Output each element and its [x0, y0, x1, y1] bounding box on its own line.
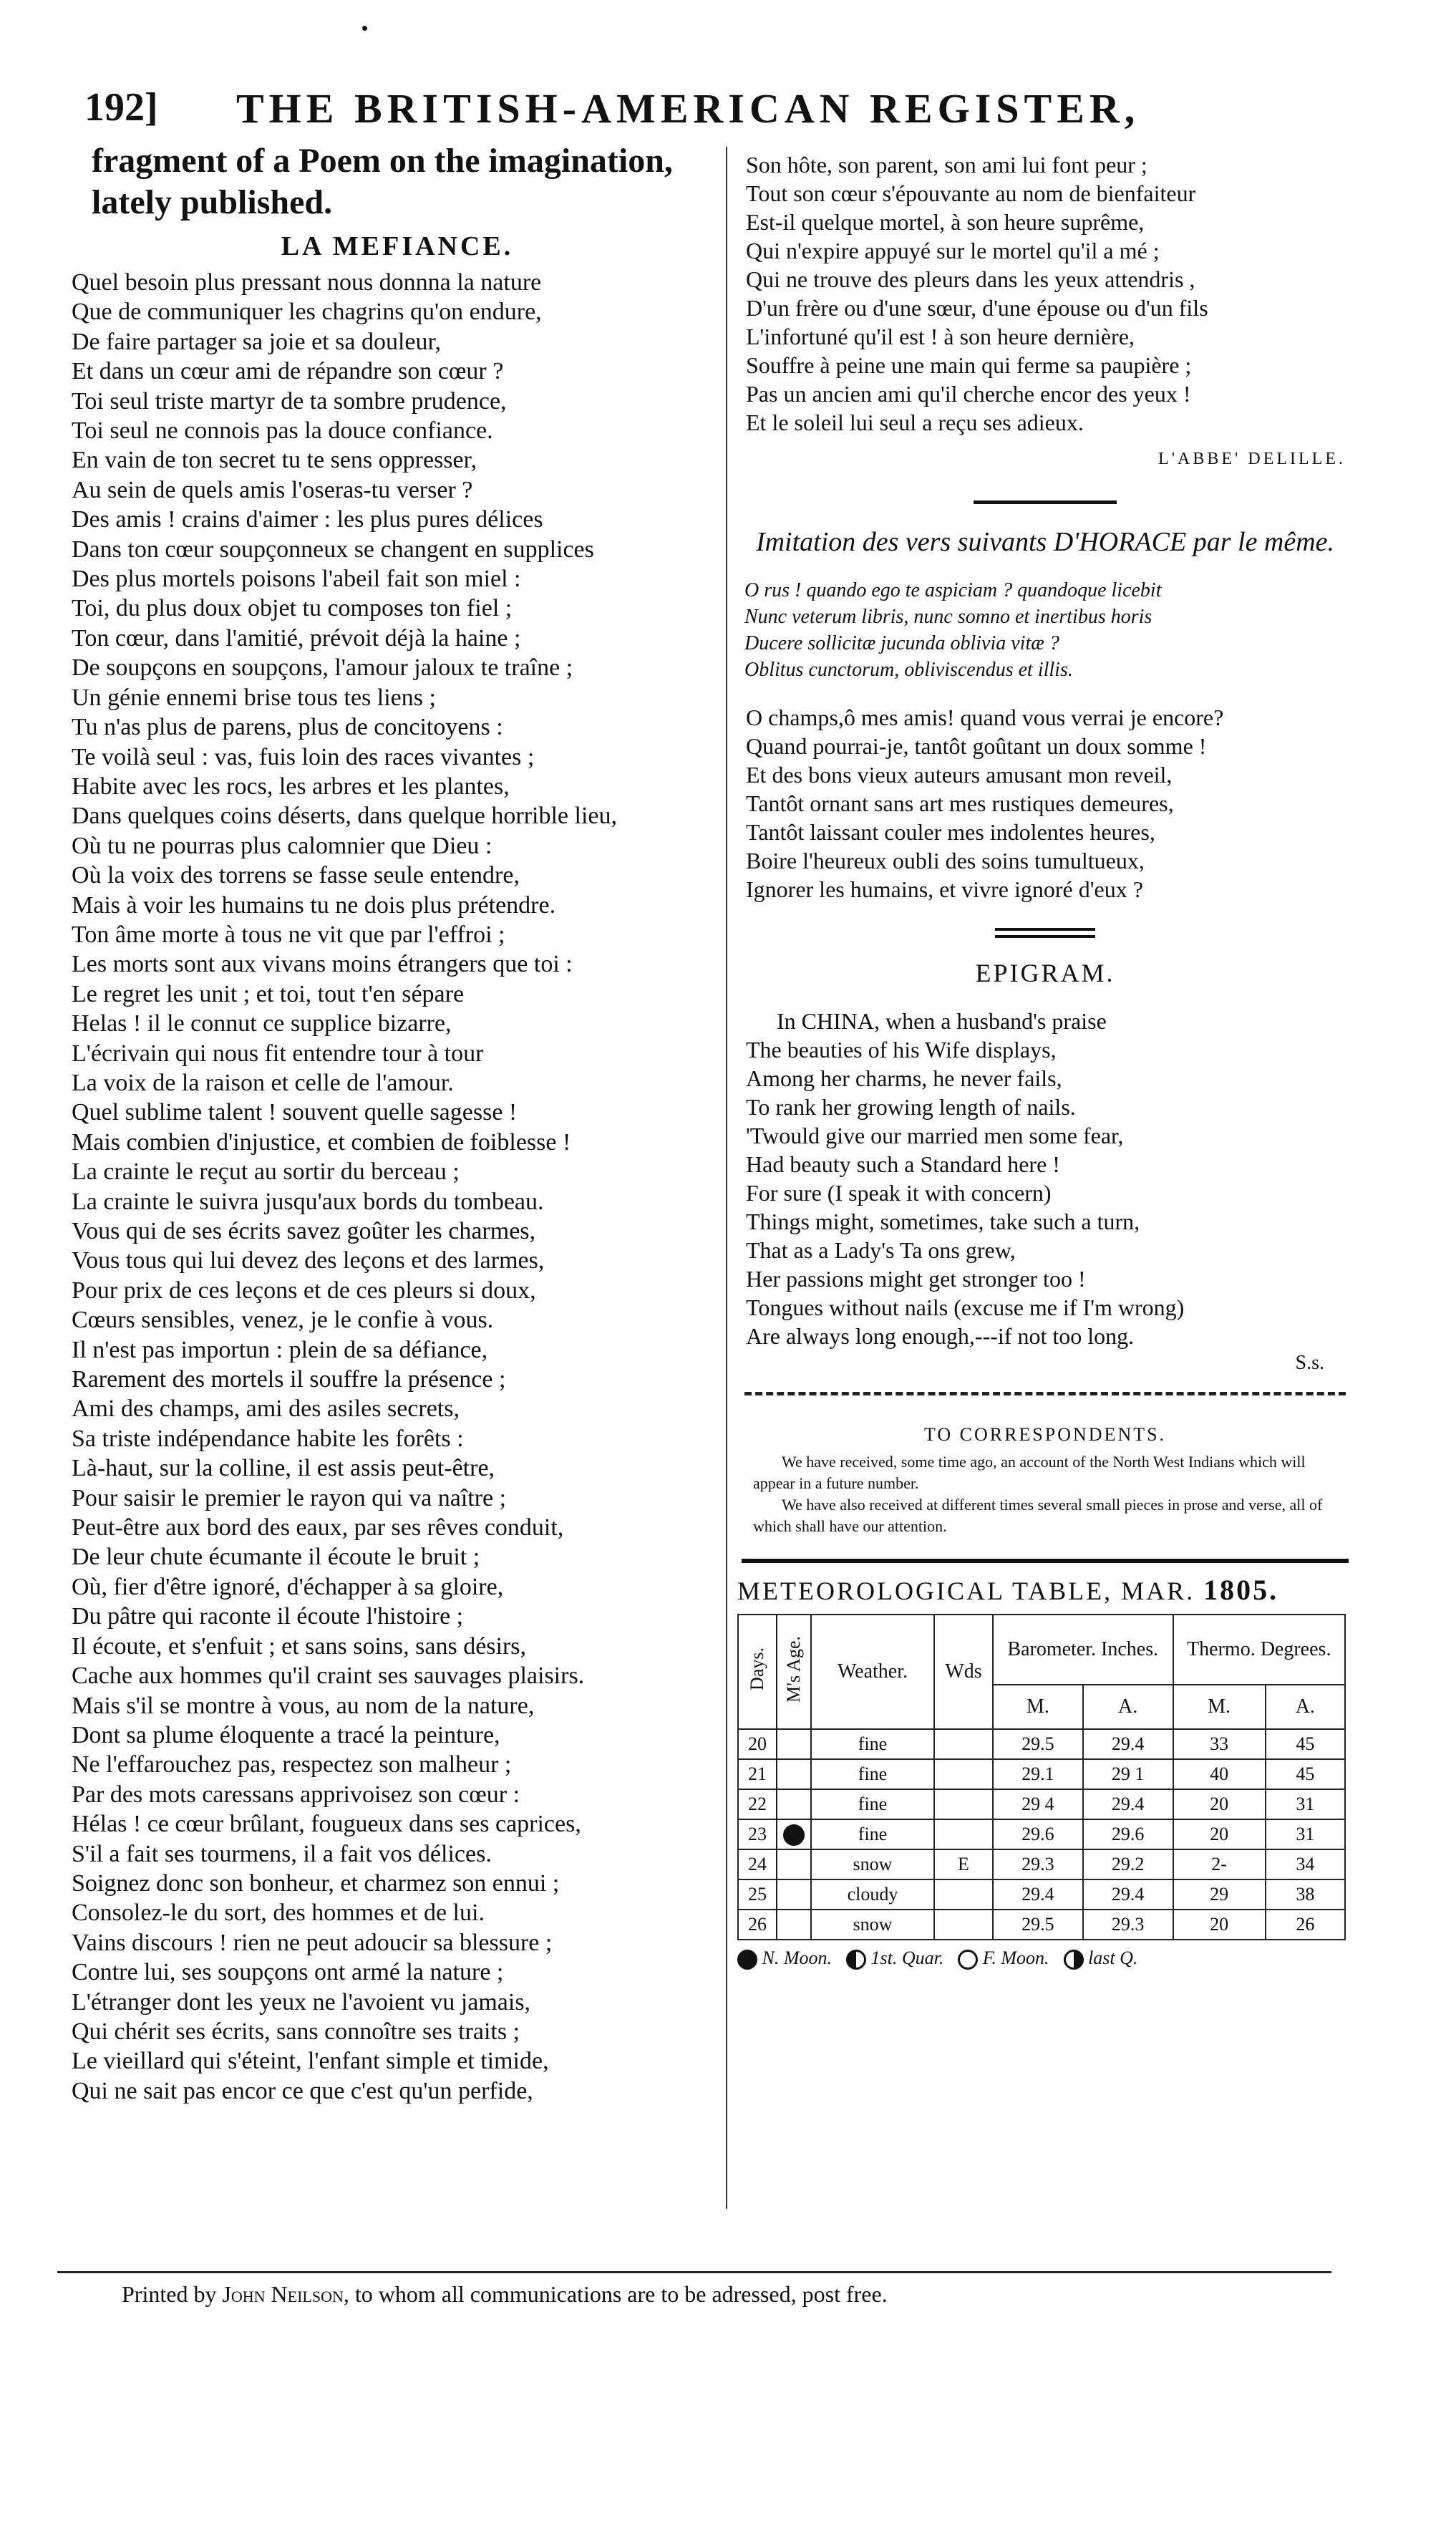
cell-day: 21	[738, 1759, 777, 1789]
verse-line: Il n'est pas importun : plein de sa défiance,	[72, 1336, 488, 1363]
correspondents-note-2: We have also received at different times several small pieces in prose and verse, all of which shall have our attention.	[753, 1496, 1323, 1535]
verse-line: Sa triste indépendance habite les forêts :	[72, 1425, 464, 1452]
col-barometer-header: Barometer. Inches.	[993, 1615, 1173, 1685]
cell-bar-m: 29.1	[993, 1759, 1083, 1789]
verse-line: Ton âme morte à tous ne vit que par l'effroi ;	[72, 921, 505, 948]
verse-line: Et le soleil lui seul a reçu ses adieux.	[746, 410, 1084, 435]
verse-line: Il écoute, et s'enfuit ; et sans soins, sans désirs,	[72, 1632, 527, 1660]
verse-line: Cache aux hommes qu'il craint ses sauvages plaisirs.	[72, 1663, 585, 1690]
verse-line: O champs,ô mes amis! quand vous verrai je encore?	[746, 705, 1224, 730]
verse-line: Qui n'expire appuyé sur le mortel qu'il a mé ;	[746, 238, 1160, 263]
col-thermo-header: Thermo. Degrees.	[1173, 1615, 1345, 1685]
verse-line: For sure (I speak it with concern)	[746, 1180, 1052, 1206]
masthead: THE BRITISH-AMERICAN REGISTER,	[236, 85, 1140, 132]
cell-day: 25	[738, 1879, 777, 1910]
verse-line: Mais à voir les humains tu ne dois plus prétendre.	[72, 891, 556, 919]
verse-line: Au sein de quels amis l'oseras-tu verser ?	[72, 476, 473, 503]
verse-line: Soignez donc son bonheur, et charmez son ennui ;	[72, 1869, 560, 1897]
right-column	[737, 150, 1353, 1970]
cell-bar-m: 29.6	[993, 1819, 1083, 1849]
verse-line: Est-il quelque mortel, à son heure suprême,	[746, 209, 1145, 235]
cell-moon	[777, 1879, 811, 1910]
verse-line: Consolez-le du sort, des hommes et de lui.	[72, 1900, 485, 1927]
verse-line: Had beauty such a Standard here !	[746, 1151, 1060, 1177]
verse-line: Des amis ! crains d'aimer : les plus pures délices	[72, 506, 543, 533]
last-quarter-icon	[1064, 1950, 1084, 1970]
cell-th-m: 20	[1173, 1789, 1266, 1819]
legend-first-quarter: 1st. Quar.	[846, 1947, 943, 1970]
cell-th-m: 20	[1173, 1819, 1266, 1849]
cell-bar-a: 29.3	[1083, 1910, 1173, 1940]
cell-wind	[934, 1789, 993, 1819]
cell-th-m: 40	[1173, 1759, 1266, 1789]
imitation-title: Imitation des vers suivants D'HORACE par le même.	[755, 527, 1335, 557]
printer-name: John Neilson,	[222, 2281, 349, 2307]
page-header	[84, 84, 1344, 142]
cell-wind	[934, 1759, 993, 1789]
cell-weather: cloudy	[811, 1879, 934, 1910]
cell-day: 26	[738, 1910, 777, 1940]
cell-th-a: 45	[1266, 1759, 1345, 1789]
verse-line: 'Twould give our married men some fear,	[746, 1123, 1124, 1148]
meteorological-table	[737, 1614, 1346, 1940]
poem-heading: LA MEFIANCE.	[281, 231, 514, 261]
page-number: 192]	[84, 85, 158, 130]
verse-line: La voix de la raison et celle de l'amour.	[72, 1069, 454, 1096]
verse-line: Qui ne trouve des pleurs dans les yeux attendris ,	[746, 266, 1195, 292]
verse-line: Ne l'effarouchez pas, respectez son malheur ;	[72, 1751, 512, 1779]
verse-line: Où la voix des torrens se fasse seule entendre,	[72, 862, 520, 889]
verse-line: Helas ! il le connut ce supplice bizarre,	[72, 1010, 452, 1037]
cell-bar-m: 29.4	[993, 1879, 1083, 1910]
intro-title: fragment of a Poem on the imagination, lately published.	[92, 142, 673, 221]
verse-line: D'un frère ou d'une sœur, d'une épouse ou d'un fils	[746, 295, 1208, 321]
correspondents-title: TO CORRESPONDENTS.	[923, 1424, 1167, 1445]
cell-th-m: 20	[1173, 1910, 1266, 1940]
cell-wind	[934, 1879, 993, 1910]
bar-a-header: A.	[1083, 1685, 1173, 1729]
epigram-verses	[737, 1007, 1353, 1350]
verse-line: Où, fier d'être ignoré, d'échapper à sa gloire,	[72, 1573, 504, 1600]
cell-moon	[777, 1759, 811, 1789]
verse-line: Vous qui de ses écrits savez goûter les charmes,	[72, 1218, 536, 1244]
verse-line: Ami des champs, ami des asiles secrets,	[72, 1395, 460, 1423]
cell-wind	[934, 1819, 993, 1849]
heavy-rule	[742, 1559, 1349, 1563]
legend-new-moon: N. Moon.	[737, 1947, 832, 1970]
cell-moon	[777, 1729, 811, 1759]
verse-line: Quand pourrai-je, tantôt goûtant un doux somme !	[746, 733, 1207, 759]
bar-m-header: M.	[993, 1685, 1083, 1729]
imprint-start: Printed by	[122, 2281, 217, 2307]
verse-line: Tout son cœur s'épouvante au nom de bienfaiteur	[746, 180, 1196, 206]
epigram-signature: S.s.	[1295, 1352, 1324, 1374]
cell-moon	[777, 1910, 811, 1940]
verse-line: Ton cœur, dans l'amitié, prévoit déjà la haine ;	[72, 624, 521, 652]
verse-line: Rarement des mortels il souffre la présence ;	[72, 1366, 506, 1393]
verse-line: Où tu ne pourras plus calomnier que Dieu :	[72, 832, 492, 859]
verse-line: Hélas ! ce cœur brûlant, fougueux dans ses caprices,	[72, 1811, 581, 1838]
cell-moon	[777, 1789, 811, 1819]
col-days-header: Days.	[738, 1615, 777, 1729]
cell-weather: fine	[811, 1729, 934, 1759]
verse-line: Things might, sometimes, take such a turn,	[746, 1209, 1140, 1234]
table-row	[738, 1819, 1345, 1849]
cell-bar-m: 29.5	[993, 1729, 1083, 1759]
poem-verses	[72, 268, 723, 2106]
cell-th-m: 2-	[1173, 1849, 1266, 1879]
verse-line: Contre lui, ses soupçons ont armé la nature ;	[72, 1959, 504, 1986]
meteorological-rows	[738, 1729, 1345, 1940]
verse-line: In CHINA, when a husband's praise	[777, 1008, 1107, 1034]
verse-line: Souffre à peine une main qui ferme sa paupière ;	[746, 352, 1192, 378]
verse-line: De leur chute écumante il écoute le bruit ;	[72, 1544, 480, 1571]
verse-line: Pour prix de ces leçons et de ces pleurs si doux,	[72, 1277, 536, 1304]
verse-line: La crainte le suivra jusqu'aux bords du tombeau.	[72, 1188, 544, 1215]
verse-line: Ducere sollicitæ jucunda oblivia vitæ ?	[744, 632, 1059, 654]
legend-full-moon: F. Moon.	[958, 1947, 1049, 1970]
verse-line: Qui chérit ses écrits, sans connoître ses traits ;	[72, 2018, 520, 2045]
first-quarter-icon	[846, 1950, 866, 1970]
cell-weather: snow	[811, 1849, 934, 1879]
verse-line: Mais s'il se montre à vous, au nom de la nature,	[72, 1692, 535, 1719]
table-row	[738, 1759, 1345, 1789]
cell-wind	[934, 1910, 993, 1940]
dashed-rule	[744, 1392, 1346, 1395]
cell-th-m: 29	[1173, 1879, 1266, 1910]
cell-wind	[934, 1729, 993, 1759]
verse-line: Dont sa plume éloquente a tracé la peinture,	[72, 1721, 500, 1748]
cell-day: 24	[738, 1849, 777, 1879]
verse-line: Are always long enough,---if not too long.	[746, 1323, 1135, 1349]
cell-day: 20	[738, 1729, 777, 1759]
verse-line: Oblitus cunctorum, obliviscendus et illis.	[744, 659, 1073, 681]
verse-line: Tu n'as plus de parens, plus de concitoyens :	[72, 714, 503, 741]
left-column	[72, 140, 723, 2106]
cell-moon	[777, 1849, 811, 1879]
verse-line: Pas un ancien ami qu'il cherche encor des yeux !	[746, 381, 1191, 407]
verse-line: Te voilà seul : vas, fuis loin des races vivantes ;	[72, 743, 535, 770]
col-moon-age-header: M's Age.	[777, 1615, 811, 1729]
verse-line: Mais combien d'injustice, et combien de foiblesse !	[72, 1128, 571, 1156]
table-row	[738, 1789, 1345, 1819]
verse-line: Et des bons vieux auteurs amusant mon reveil,	[746, 762, 1173, 788]
verse-line: Un génie ennemi brise tous tes liens ;	[72, 684, 436, 711]
col-weather-header: Weather.	[811, 1615, 934, 1729]
verse-line: Toi seul ne connois pas la douce confiance.	[72, 417, 493, 445]
verse-line: Peut-être aux bord des eaux, par ses rêves conduit,	[72, 1514, 564, 1542]
verse-line: Quel besoin plus pressant nous donnna la nature	[72, 269, 542, 296]
cell-weather: fine	[811, 1819, 934, 1849]
cell-bar-a: 29.4	[1083, 1729, 1173, 1759]
verse-line: Que de communiquer les chagrins qu'on endure,	[72, 299, 542, 326]
cell-bar-m: 29.3	[993, 1849, 1083, 1879]
verse-line: Par des mots caressans apprivoisez son cœur :	[72, 1781, 520, 1808]
ink-speck	[362, 26, 367, 31]
verse-line: Her passions might get stronger too !	[746, 1266, 1086, 1292]
verse-line: Nunc veterum libris, nunc somno et inertibus horis	[744, 606, 1152, 628]
cell-bar-a: 29.4	[1083, 1879, 1173, 1910]
imprint-end: to whom all communications are to be adressed, post free.	[354, 2281, 888, 2307]
cell-th-a: 26	[1266, 1910, 1345, 1940]
verse-line: Et dans un cœur ami de répandre son cœur ?	[72, 358, 504, 385]
verse-line: O rus ! quando ego te aspiciam ? quandoque licebit	[744, 579, 1162, 601]
cell-th-a: 45	[1266, 1729, 1345, 1759]
cell-bar-m: 29 4	[993, 1789, 1083, 1819]
verse-line: Ignorer les humains, et vivre ignoré d'eux ?	[746, 876, 1143, 902]
verse-line: Les morts sont aux vivans moins étrangers que toi :	[72, 951, 573, 978]
verse-line: Du pâtre qui raconte il écoute l'histoire ;	[72, 1603, 464, 1630]
verse-line: Quel sublime talent ! souvent quelle sagesse !	[72, 1099, 518, 1126]
author-signature: L'ABBE' DELILLE.	[1158, 450, 1346, 468]
french-translation	[737, 703, 1353, 904]
verse-line: Vains discours ! rien ne peut adoucir sa blessure ;	[72, 1929, 553, 1956]
verse-line: Des plus mortels poisons l'abeil fait son miel :	[72, 566, 521, 593]
footer-rule	[57, 2271, 1331, 2273]
verse-line: Vous tous qui lui devez des leçons et des larmes,	[72, 1247, 545, 1274]
cell-moon	[777, 1819, 811, 1849]
table-row	[738, 1879, 1345, 1910]
verse-line: Habite avec les rocs, les arbres et les plantes,	[72, 773, 510, 800]
cell-day: 22	[738, 1789, 777, 1819]
table-row	[738, 1729, 1345, 1759]
verse-line: L'écrivain qui nous fit entendre tour à tour	[72, 1040, 484, 1067]
verse-line: Dans ton cœur soupçonneux se changent en supplices	[72, 536, 594, 563]
col-winds-header: Wds	[934, 1615, 993, 1729]
cell-wind: E	[934, 1849, 993, 1879]
th-m-header: M.	[1173, 1685, 1266, 1729]
cell-weather: fine	[811, 1759, 934, 1789]
cell-bar-a: 29.6	[1083, 1819, 1173, 1849]
verse-line: Toi, du plus doux objet tu composes ton fiel ;	[72, 595, 513, 622]
cell-th-a: 38	[1266, 1879, 1345, 1910]
verse-line: Pour saisir le premier le rayon qui va naître ;	[72, 1484, 507, 1511]
double-rule	[995, 928, 1095, 938]
meteorological-title	[737, 1573, 1353, 1607]
column-divider	[726, 147, 727, 2209]
verse-line: Le regret les unit ; et toi, tout t'en sépare	[72, 980, 465, 1007]
verse-line: Toi seul triste martyr de ta sombre prudence,	[72, 387, 507, 415]
poem-continuation	[737, 150, 1353, 437]
legend-last-quarter: last Q.	[1064, 1947, 1138, 1970]
verse-line: To rank her growing length of nails.	[746, 1094, 1076, 1120]
cell-weather: snow	[811, 1910, 934, 1940]
full-moon-icon	[958, 1950, 978, 1970]
cell-bar-a: 29.4	[1083, 1789, 1173, 1819]
cell-th-a: 34	[1266, 1849, 1345, 1879]
cell-bar-a: 29 1	[1083, 1759, 1173, 1789]
met-title-text: METEOROLOGICAL TABLE, MAR.	[737, 1577, 1195, 1605]
table-row	[738, 1910, 1345, 1940]
cell-weather: fine	[811, 1789, 934, 1819]
section-rule	[974, 500, 1117, 504]
verse-line: Dans quelques coins déserts, dans quelque horrible lieu,	[72, 803, 617, 830]
latin-verses	[737, 577, 1353, 683]
verse-line: Là-haut, sur la colline, il est assis peut-être,	[72, 1455, 495, 1482]
verse-line: L'infortuné qu'il est ! à son heure dernière,	[746, 324, 1135, 349]
verse-line: The beauties of his Wife displays,	[746, 1037, 1057, 1063]
verse-line: Among her charms, he never fails,	[746, 1065, 1062, 1091]
verse-line: La crainte le reçut au sortir du berceau ;	[72, 1158, 460, 1186]
verse-line: De faire partager sa joie et sa douleur,	[72, 328, 441, 355]
verse-line: Cœurs sensibles, venez, je le confie à vous.	[72, 1307, 494, 1334]
cell-th-a: 31	[1266, 1789, 1345, 1819]
cell-day: 23	[738, 1819, 777, 1849]
verse-line: Tongues without nails (excuse me if I'm wrong)	[746, 1295, 1185, 1320]
verse-line: Boire l'heureux oubli des soins tumultueux,	[746, 848, 1145, 874]
verse-line: S'il a fait ses tourmens, il a fait vos délices.	[72, 1840, 492, 1867]
met-year: 1805.	[1203, 1574, 1279, 1606]
epigram-title: EPIGRAM.	[975, 959, 1115, 987]
verse-line: Son hôte, son parent, son ami lui font peur ;	[746, 152, 1147, 178]
cell-bar-m: 29.5	[993, 1910, 1083, 1940]
verse-line: De soupçons en soupçons, l'amour jaloux te traîne ;	[72, 654, 573, 682]
verse-line: Tantôt ornant sans art mes rustiques demeures,	[746, 790, 1174, 816]
th-a-header: A.	[1266, 1685, 1345, 1729]
new-moon-icon	[737, 1950, 757, 1970]
printer-imprint	[122, 2281, 888, 2308]
correspondents-note-1: We have received, some time ago, an account of the North West Indians which will appear in a future number.	[753, 1453, 1306, 1492]
moon-legend	[737, 1947, 1353, 1970]
verse-line: Tantôt laissant couler mes indolentes heures,	[746, 819, 1155, 845]
table-row	[738, 1849, 1345, 1879]
verse-line: En vain de ton secret tu te sens oppresser,	[72, 447, 477, 474]
verse-line: Qui ne sait pas encor ce que c'est qu'un perfide,	[72, 2077, 533, 2104]
verse-line: That as a Lady's Ta ons grew,	[746, 1237, 1016, 1263]
verse-line: L'étranger dont les yeux ne l'avoient vu jamais,	[72, 1988, 531, 2016]
new-moon-icon	[783, 1824, 805, 1846]
verse-line: Le vieillard qui s'éteint, l'enfant simple et timide,	[72, 2048, 549, 2075]
cell-th-m: 33	[1173, 1729, 1266, 1759]
cell-bar-a: 29.2	[1083, 1849, 1173, 1879]
cell-th-a: 31	[1266, 1819, 1345, 1849]
